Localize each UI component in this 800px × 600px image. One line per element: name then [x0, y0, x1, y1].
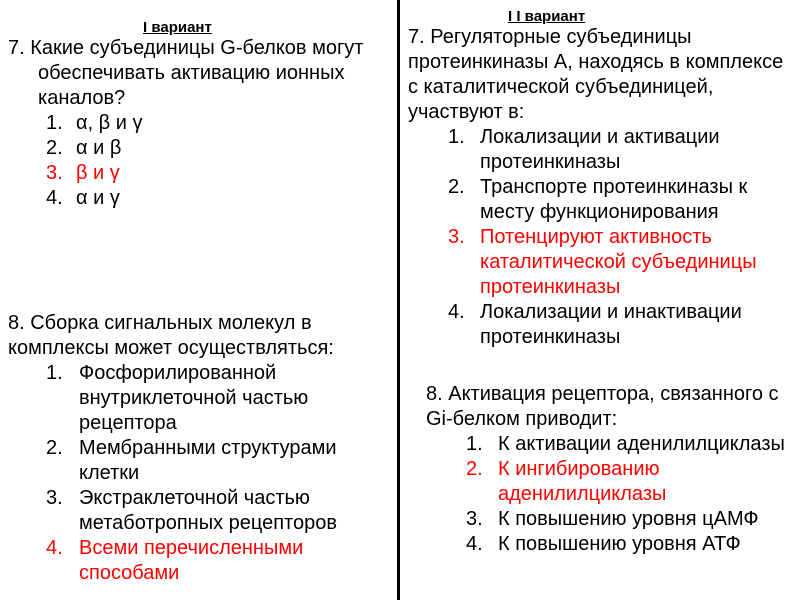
option-number: 3. [46, 162, 63, 184]
option-number: 1. [466, 433, 483, 455]
v2-q8-options [466, 432, 792, 557]
option-text: β и γ [76, 162, 120, 184]
option-number: 2. [46, 137, 63, 159]
v2-q7-options [448, 125, 788, 350]
v1-q7-text: 7. Какие субъединицы G-белков могут обеспечивать активацию ионных каналов? [8, 37, 364, 109]
option-text: α и β [76, 137, 122, 159]
option-number: 1. [46, 362, 63, 384]
option-number: 1. [448, 126, 465, 148]
v2-q7-text: 7. Регуляторные субъединицы протеинкиназы А, находясь в комплексе с каталитической субъединицей, участвуют в: [408, 26, 784, 123]
v1-q7-options [46, 111, 376, 211]
column-divider [397, 0, 400, 600]
v1-q8-option-1 [46, 361, 380, 436]
v1-question-8 [8, 311, 380, 586]
option-text: α и γ [76, 187, 120, 209]
option-text: К ингибированию аденилилциклазы [498, 458, 667, 505]
v1-question-7 [8, 36, 376, 211]
v2-question-7 [408, 25, 788, 350]
v1-q7-option-3-correct [46, 161, 376, 186]
option-number: 4. [46, 537, 63, 559]
v2-q8-option-2-correct [466, 457, 792, 507]
option-number: 4. [448, 301, 465, 323]
option-text: Транспорте протеинкиназы к месту функционирования [480, 176, 748, 223]
v2-q7-option-3-correct [448, 225, 788, 300]
option-number: 1. [46, 112, 63, 134]
option-text: Мембранными структурами клетки [79, 437, 337, 484]
option-number: 3. [466, 508, 483, 530]
option-number: 4. [46, 187, 63, 209]
v2-q7-option-4 [448, 300, 788, 350]
v1-q8-text: 8. Сборка сигнальных молекул в комплексы может осуществляться: [8, 312, 334, 359]
variant-2-heading: I I вариант [508, 8, 586, 25]
option-text: α, β и γ [76, 112, 143, 134]
option-number: 3. [46, 487, 63, 509]
v2-question-8 [426, 382, 792, 557]
option-text: Локализации и активации протеинкиназы [480, 126, 720, 173]
v1-q7-option-4 [46, 186, 376, 211]
option-text: Потенцируют активность каталитической субъединицы протеинкиназы [480, 226, 757, 298]
option-number: 2. [46, 437, 63, 459]
v1-q8-option-2 [46, 436, 380, 486]
v1-q8-options [46, 361, 380, 586]
v1-q8-option-4-correct [46, 536, 380, 586]
v2-q8-option-1 [466, 432, 792, 457]
v2-q7-option-1 [448, 125, 788, 175]
option-text: К активации аденилилциклазы [498, 433, 785, 455]
option-number: 2. [448, 176, 465, 198]
option-text: Фосфорилированной внутриклеточной частью рецептора [79, 362, 309, 434]
v2-q7-option-2 [448, 175, 788, 225]
option-number: 3. [448, 226, 465, 248]
v2-q8-option-3 [466, 507, 792, 532]
option-text: Локализации и инактивации протеинкиназы [480, 301, 742, 348]
option-text: Всеми перечисленными способами [79, 537, 304, 584]
v2-q8-text: 8. Активация рецептора, связанного с Gi-белком приводит: [426, 383, 779, 430]
option-text: К повышению уровня цАМФ [498, 508, 759, 530]
option-number: 4. [466, 533, 483, 555]
v1-q8-option-3 [46, 486, 380, 536]
v1-q7-option-1 [46, 111, 376, 136]
option-text: К повышению уровня АТФ [498, 533, 741, 555]
v2-q8-option-4 [466, 532, 792, 557]
option-text: Экстраклеточной частью метаботропных рецепторов [79, 487, 337, 534]
option-number: 2. [466, 458, 483, 480]
v1-q7-option-2 [46, 136, 376, 161]
variant-1-heading: I вариант [143, 19, 212, 36]
